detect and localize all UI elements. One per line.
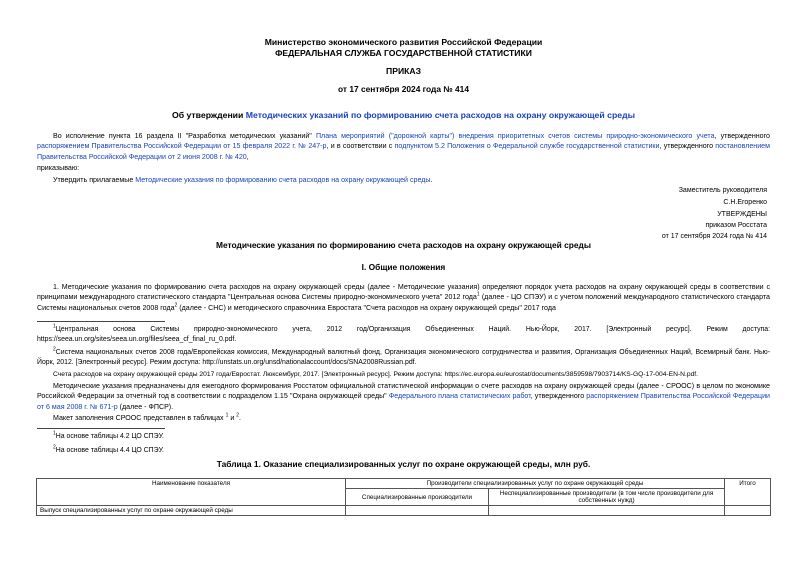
- section-heading: I. Общие положения: [361, 262, 446, 272]
- paragraph-2-text: (далее - ФПСР).: [117, 402, 174, 411]
- paragraph-2-text: , утвержденного: [530, 392, 587, 401]
- preamble-paragraph: [37, 131, 770, 162]
- footnote-ref[interactable]: 2: [174, 302, 178, 309]
- paragraph-3: [53, 413, 241, 423]
- signatory-name: С.Н.Егоренко: [723, 199, 767, 206]
- row-label: Выпуск специализированных услуг по охране окружающей среды: [37, 506, 346, 516]
- fpsr-link[interactable]: Федерального плана статистических работ: [388, 392, 531, 401]
- footnote-4: [53, 432, 164, 442]
- approved-by: приказом Росстата: [705, 222, 767, 229]
- footnote-mark: 1: [53, 430, 56, 437]
- footnote-ref[interactable]: 2: [236, 412, 240, 419]
- fpsr-order-link[interactable]: распоряжением Правительства Российской Федерации от 6 мая 2008 г. № 671-р: [37, 392, 770, 411]
- footnote-mark: 2: [53, 444, 56, 451]
- paragraph-2: [37, 381, 770, 412]
- table-row: [37, 506, 771, 516]
- roadmap-link[interactable]: Плана мероприятий ("дорожной карты") внедрения приоритетных счетов системы природно-экономического учета: [315, 132, 715, 140]
- table-cell: [489, 506, 725, 516]
- footnote-mark: 2: [53, 346, 56, 353]
- paragraph-2-text: Методические указания предназначены для ежегодного формирования Росстатом официальной статистической информации о счете расходов на охрану окружающей среды (далее - СРООС) в целом по экономике Российской Федерации за отчетный год в соответствии с подразделом 1.15 "Охрана окружающей среды": [37, 382, 770, 401]
- signatory-position: Заместитель руководителя: [678, 187, 767, 194]
- footnote-4-text: На основе таблицы 4.2 ЦО СПЭУ.: [55, 433, 164, 440]
- footnote-divider: [37, 428, 165, 429]
- footnote-3: Счета расходов на охрану окружающей среды 2017 года/Евростат. Люксембург, 2017. [Электронный ресурс]. Режим доступа: https://ec.europa.eu/eurostat/documents/3859598/7903714/KS-GQ-17-004-EN-N.pdf.: [53, 371, 699, 378]
- preamble-text: , и в соответствии с: [326, 142, 395, 151]
- preamble-text: Во исполнение пункта 16 раздела II "Разработка методических указаний": [53, 132, 316, 140]
- paragraph-3-text: .: [239, 414, 242, 422]
- order-title-prefix: Об утверждении: [171, 110, 246, 120]
- footnote-mark: 1: [53, 323, 56, 330]
- table-1: [36, 478, 771, 516]
- header-indicator: Наименование показателя: [37, 479, 346, 506]
- approve-line: [53, 175, 433, 185]
- approved-date: от 17 сентября 2024 года № 414: [661, 233, 767, 240]
- service-name: ФЕДЕРАЛЬНАЯ СЛУЖБА ГОСУДАРСТВЕННОЙ СТАТИСТИКИ: [275, 48, 532, 58]
- footnote-1: [37, 325, 770, 346]
- header-nonspecialized: Неспециализированные производители (в том числе производители для собственных нужд): [489, 489, 725, 506]
- header-total: Итого: [725, 479, 771, 506]
- table-cell: [346, 506, 489, 516]
- approve-text: Утвердить прилагаемые: [53, 176, 136, 184]
- footnote-ref[interactable]: 1: [476, 292, 480, 299]
- approved-label: УТВЕРЖДЕНЫ: [717, 211, 767, 218]
- table-cell: [725, 506, 771, 516]
- order-date-number: от 17 сентября 2024 года № 414: [337, 84, 469, 94]
- paragraph-3-text: Макет заполнения СРООС представлен в таблицах: [53, 414, 226, 422]
- guidelines-title: Методические указания по формированию счета расходов на охрану окружающей среды: [216, 240, 591, 250]
- table-1-title: Таблица 1. Оказание специализированных услуг по охране окружающей среды, млн руб.: [216, 459, 591, 469]
- regulation-link[interactable]: подпунктом 5.2 Положения о Федеральной службе государственной статистики: [394, 142, 660, 151]
- order-word: приказываю:: [37, 164, 80, 172]
- document-type: ПРИКАЗ: [386, 66, 421, 76]
- ministry-name: Министерство экономического развития Российской Федерации: [264, 37, 543, 47]
- paragraph-3-text: и: [228, 414, 237, 422]
- paragraph-1-text: (далее - ЦО СПЭУ) и с учетом положений международного статистического стандарта Системы национальных счетов 2008 года: [37, 293, 770, 312]
- footnote-divider: [37, 321, 165, 322]
- footnote-2-text: Система национальных счетов 2008 года/Европейская комиссия, Международный валютный фонд, Организация экономического сотрудничества и развития, Организация Объединенных Наций, Всемирный банк. Нью-Йорк, 2012. [Электронный ресурс]. Режим доступа: http://unstats.un.org/unsd/nationalaccount/docs/SNA2008Russian.pdf.: [37, 349, 770, 367]
- preamble-text: , утвержденного: [714, 132, 770, 140]
- paragraph-1-text: (далее - СНС) и методического справочника Евростата "Счета расходов на охрану окружающей среды" 2017 года: [177, 303, 556, 312]
- paragraph-1-text: 1. Методические указания по формированию счета расходов на охрану окружающей среды (далее - Методические указания) определяют порядок учета расходов на охрану окружающей среды в соответствии с принципами международного статистического стандарта "Центральная основа Системы природно-экономического учета" 2012 года: [37, 283, 770, 302]
- preamble-text: , утвержденного: [659, 142, 716, 151]
- government-order-link[interactable]: распоряжением Правительства Российской Федерации от 15 февраля 2022 г. № 247-р: [37, 142, 327, 151]
- footnote-1-text: Центральная основа Системы природно-экономического учета, 2012 год/Организация Объединенных Наций. Нью-Йорк, 2017. [Электронный ресурс]. Режим доступа: https://seea.un.org/sites/seea.un.org/files/seea_cf_final_ru_0.pdf.: [37, 326, 770, 344]
- preamble-text: ,: [246, 152, 249, 161]
- paragraph-1: [37, 282, 770, 313]
- approve-link[interactable]: Методические указания по формированию счета расходов на охрану окружающей среды: [135, 176, 431, 184]
- order-title: [0, 110, 807, 120]
- footnote-5: [53, 446, 164, 456]
- header-producers: Производители специализированных услуг по охране окружающей среды: [346, 479, 725, 489]
- footnote-5-text: На основе таблицы 4.4 ЦО СПЭУ.: [55, 447, 164, 454]
- approve-text: .: [430, 176, 433, 184]
- order-title-link[interactable]: Методических указаний по формированию счета расходов на охрану окружающей среды: [245, 110, 636, 120]
- header-specialized: Специализированные производители: [346, 489, 489, 506]
- resolution-link[interactable]: постановлением Правительства Российской Федерации от 2 июня 2008 г. № 420: [37, 142, 770, 161]
- footnote-2: [37, 348, 770, 369]
- footnote-ref[interactable]: 1: [225, 412, 229, 419]
